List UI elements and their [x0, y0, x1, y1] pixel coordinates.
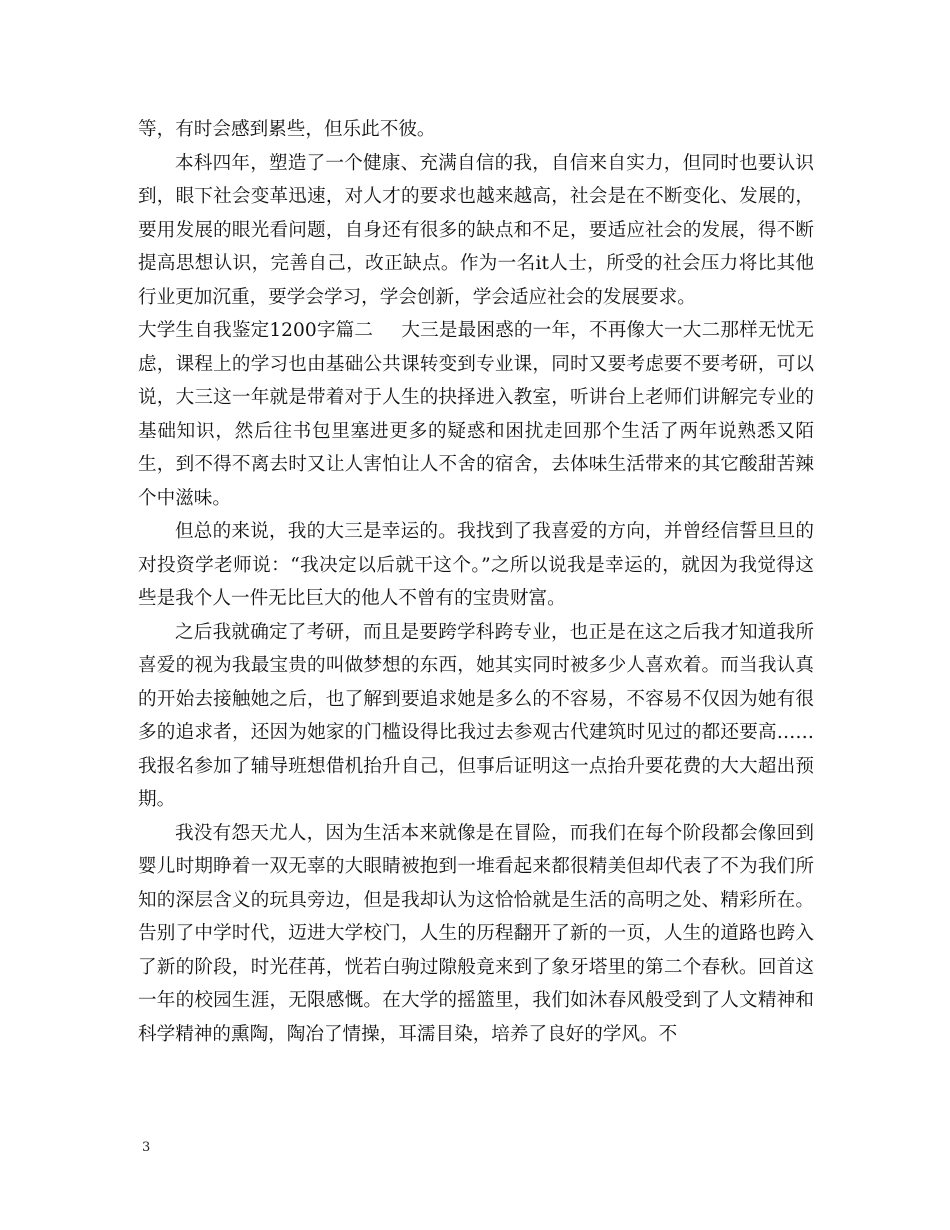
paragraph-fortunate: 但总的来说，我的大三是幸运的。我找到了我喜爱的方向，并曾经信誓旦旦的对投资学老师说：“我决定以后就干这个。”之所以说我是幸运的，就因为我觉得这些是我个人一件无比巨大的他人不曾有的宝贵财富。 — [138, 521, 814, 609]
paragraph-continuation: 等，有时会感到累些，但乐此不彼。 — [138, 119, 436, 140]
document-body — [138, 113, 814, 1051]
page-number: 3 — [142, 1140, 151, 1155]
paragraph-self-assessment: 本科四年，塑造了一个健康、充满自信的我，自信来自实力，但同时也要认识到，眼下社会变革迅速，对人才的要求也越来越高，社会是在不断变化、发展的，要用发展的眼光看问题，自身还有很多的缺点和不足，要适应社会的发展，得不断提高思想认识，完善自己，改正缺点。作为一名it人士，所受的社会压力将比其他行业更加沉重，要学会学习，学会创新，学会适应社会的发展要求。 — [138, 152, 814, 308]
section-two-text: 大三是最困惑的一年，不再像大一大二那样无忧无虑，课程上的学习也由基础公共课转变到专业课，同时又要考虑要不要考研，可以说，大三这一年就是带着对于人生的抉择进入教室，听讲台上老师们讲解完专业的基础知识，然后往书包里塞进更多的疑惑和困扰走回那个生活了两年说熟悉又陌生，到不得不离去时又让人害怕让人不舍的宿舍，去体味生活带来的其它酸甜苦辣个中滋味。 — [138, 320, 814, 509]
section-heading: 大学生自我鉴定1200字篇二 — [138, 320, 374, 341]
paragraph-reflection: 我没有怨天尤人，因为生活本来就像是在冒险，而我们在每个阶段都会像回到婴儿时期睁着一双无辜的大眼睛被抱到一堆看起来都很精美但却代表了不为我们所知的深层含义的玩具旁边，但是我却认为这恰恰就是生活的高明之处、精彩所在。告别了中学时代，迈进大学校门，人生的历程翻开了新的一页，人生的道路也跨入了新的阶段，时光荏苒，恍若白驹过隙般竟来到了象牙塔里的第二个春秋。回首这一年的校园生涯，无限感慨。在大学的摇篮里，我们如沐春风般受到了人文精神和科学精神的熏陶，陶冶了情操，耳濡目染，培养了良好的学风。不 — [138, 822, 814, 1045]
paragraph-section-two — [138, 314, 814, 515]
paragraph-graduate-exam: 之后我就确定了考研，而且是要跨学科跨专业，也正是在这之后我才知道我所喜爱的视为我最宝贵的叫做梦想的东西，她其实同时被多少人喜欢着。而当我认真的开始去接触她之后，也了解到要追求她是多么的不容易，不容易不仅因为她有很多的追求者，还因为她家的门槛设得比我过去参观古代建筑时见过的都还要高……我报名参加了辅导班想借机抬升自己，但事后证明这一点抬升要花费的大大超出预期。 — [138, 621, 814, 810]
